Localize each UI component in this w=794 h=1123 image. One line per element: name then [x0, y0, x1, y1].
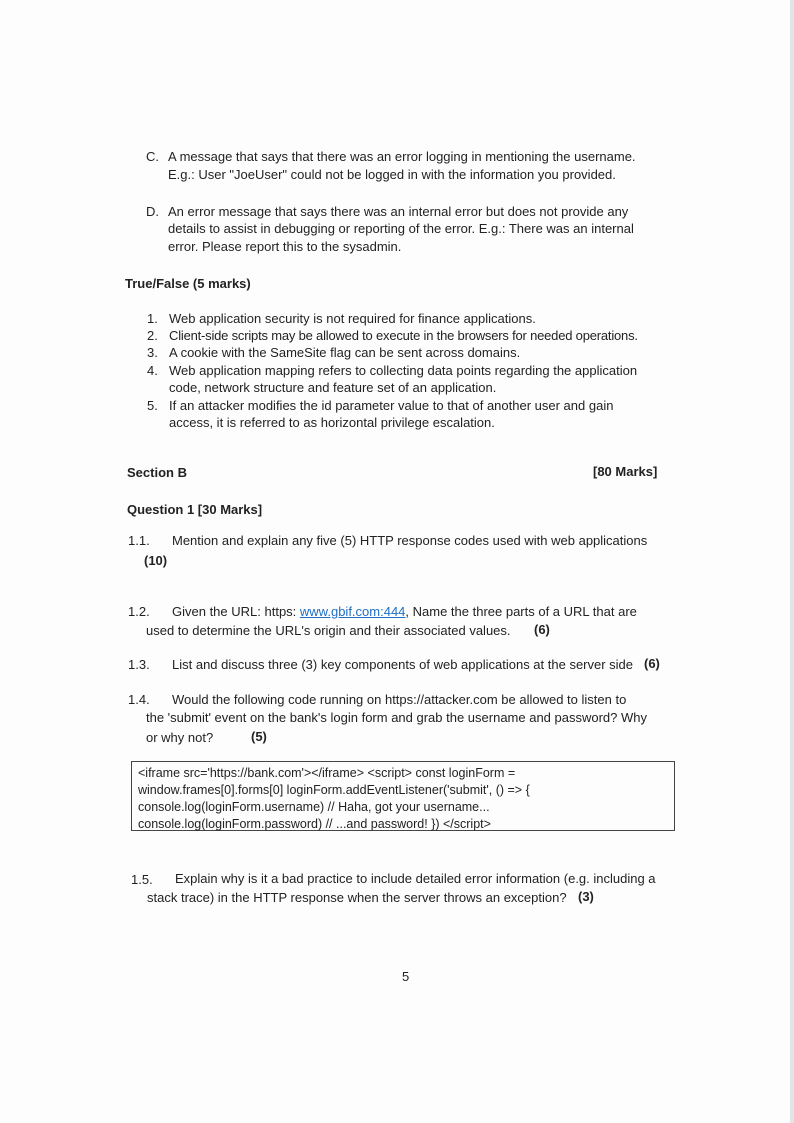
q1-4-text: the 'submit' event on the bank's login form and grab the username and password? Why — [146, 710, 648, 725]
tf-item-text: access, it is referred to as horizontal privilege escalation. — [169, 415, 495, 430]
option-c-text: A message that says that there was an error logging in mentioning the username. — [168, 149, 636, 164]
option-d-text: An error message that says there was an internal error but does not provide any — [168, 204, 629, 219]
q1-5-marks: (3) — [578, 889, 594, 904]
tf-item-text: code, network structure and feature set of an application. — [169, 380, 497, 395]
q1-2-text-before: Given the URL: https: — [172, 604, 300, 619]
q1-2-text — [172, 604, 637, 620]
q1-4-marks: (5) — [251, 729, 267, 744]
page-number: 5 — [402, 969, 410, 984]
code-snippet-box — [131, 761, 675, 831]
option-c-text: E.g.: User "JoeUser" could not be logged in with the information you provided. — [168, 167, 616, 182]
q1-5-number: 1.5. — [131, 872, 153, 887]
code-line: <iframe src='https://bank.com'></iframe> <script> const loginForm = — [138, 766, 516, 780]
option-d-text: details to assist in debugging or reporting of the error. E.g.: There was an internal — [168, 221, 634, 236]
tf-item-text: A cookie with the SameSite flag can be sent across domains. — [169, 345, 521, 360]
tf-item-number: 2. — [147, 328, 158, 343]
q1-4-number: 1.4. — [128, 692, 150, 707]
tf-item-text: If an attacker modifies the id parameter value to that of another user and gain — [169, 398, 614, 413]
q1-5-text: stack trace) in the HTTP response when the server throws an exception? — [147, 890, 567, 905]
tf-item-text: Client-side scripts may be allowed to execute in the browsers for needed operations. — [169, 328, 638, 343]
tf-item-number: 4. — [147, 363, 158, 378]
true-false-heading: True/False (5 marks) — [125, 276, 251, 291]
q1-3-number: 1.3. — [128, 657, 150, 672]
q1-2-number: 1.2. — [128, 604, 150, 619]
q1-1-number: 1.1. — [128, 533, 150, 548]
code-line: window.frames[0].forms[0] loginForm.addEventListener('submit', () => { — [138, 783, 530, 797]
tf-item-text: Web application security is not required for finance applications. — [169, 311, 536, 326]
option-d-letter: D. — [146, 204, 159, 219]
q1-4-text: Would the following code running on https://attacker.com be allowed to listen to — [172, 692, 627, 707]
code-line: console.log(loginForm.username) // Haha, got your username... — [138, 800, 490, 814]
scan-edge — [790, 0, 794, 1123]
q1-3-text: List and discuss three (3) key components of web applications at the server side — [172, 657, 634, 672]
option-d-text: error. Please report this to the sysadmin. — [168, 239, 402, 254]
tf-item-number: 3. — [147, 345, 158, 360]
gbif-url-link[interactable]: www.gbif.com:444 — [299, 604, 406, 619]
q1-5-text: Explain why is it a bad practice to include detailed error information (e.g. including a — [175, 871, 656, 886]
q1-4-text: or why not? — [146, 730, 214, 745]
question-1-title: Question 1 [30 Marks] — [127, 502, 263, 517]
code-line: console.log(loginForm.password) // ...and password! }) </script> — [138, 817, 491, 831]
q1-2-text-after: , Name the three parts of a URL that are — [405, 604, 637, 619]
q1-3-marks: (6) — [644, 656, 660, 671]
tf-item-number: 5. — [147, 398, 158, 413]
option-c-letter: C. — [146, 149, 159, 164]
section-b-marks: [80 Marks] — [593, 464, 658, 479]
section-b-title: Section B — [127, 465, 187, 480]
tf-item-text: Web application mapping refers to collecting data points regarding the application — [169, 363, 638, 378]
q1-1-marks: (10) — [144, 553, 168, 568]
q1-2-text-line2: used to determine the URL's origin and their associated values. — [146, 623, 511, 638]
q1-2-marks: (6) — [534, 622, 550, 637]
q1-1-text: Mention and explain any five (5) HTTP response codes used with web applications — [172, 533, 648, 548]
tf-item-number: 1. — [147, 311, 158, 326]
